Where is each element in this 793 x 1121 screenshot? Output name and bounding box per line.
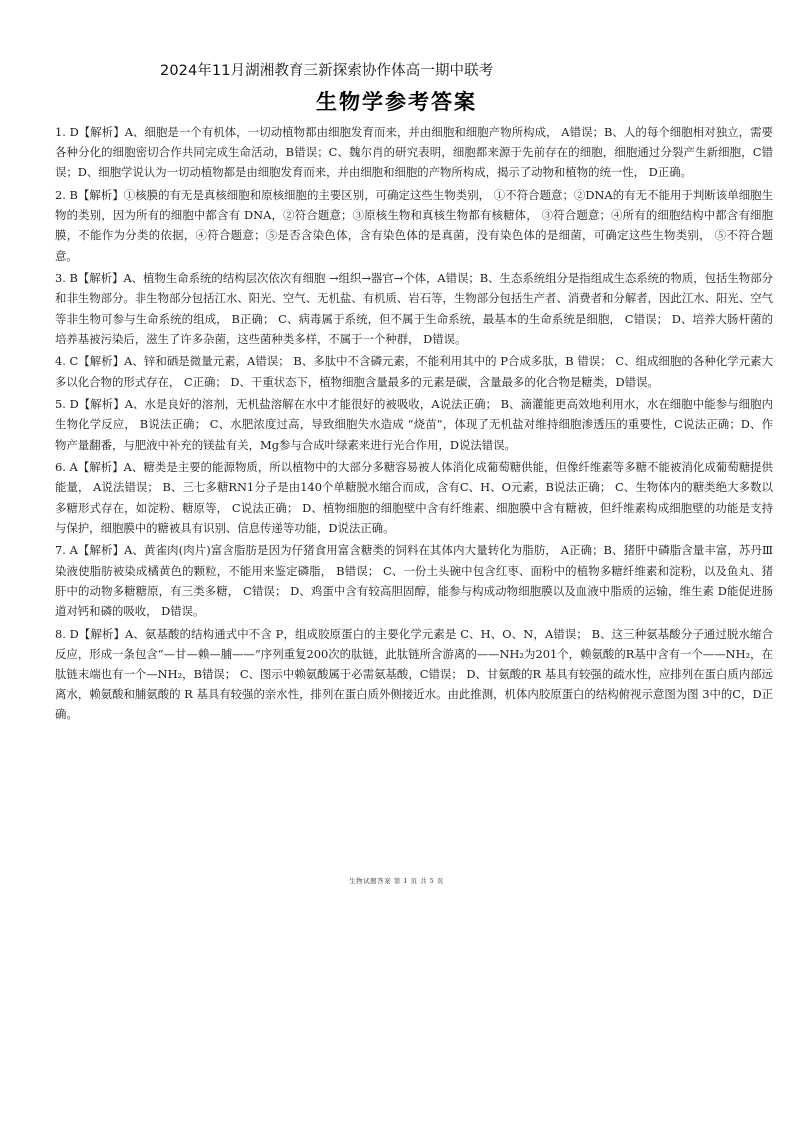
page-footer: 生物试题答案 第 1 页 共 5 页 (349, 877, 444, 885)
answer-item-1: 1. D【解析】A、细胞是一个有机体，一切动植物都由细胞发育而来，并由细胞和细胞产物所构成， A错误；B、人的每个细胞相对独立，需要各种分化的细胞密切合作共同完成生命活动，B错误；C、魏尔肖的研究表明，细胞都来源于先前存在的细胞，细胞通过分裂产生新细胞，C错误；D、细胞学说认为一切动植物都是由细胞发育而来，并由细胞和细胞的产物所构成，揭示了动物和植物的统一性， D正确。 (55, 125, 773, 180)
answer-item-7: 7. A【解析】A、黄雀肉(肉片)富含脂肪是因为仔猪食用富含糖类的饲料在其体内大量转化为脂肪， A正确；B、猪肝中磷脂含量丰富，苏丹Ⅲ染液使脂肪被染成橘黄色的颗粒，不能用来鉴定磷脂， B错误； C、一份土头碗中包含红枣、面粉中的植物多糖纤维素和淀粉，以及鱼丸、猪肝中的动物多糖糖原，有三类多糖， C错误； D、鸡蛋中含有较高胆固醇，能参与构成动物细胞膜以及血液中脂质的运输，维生素 D能促进肠道对钙和磷的吸收， D错误。 (55, 543, 773, 619)
page-title: 生物学参考答案 (316, 90, 477, 114)
answer-item-5: 5. D【解析】A、水是良好的溶剂，无机盐溶解在水中才能很好的被吸收，A说法正确； B、滴灌能更高效地利用水，水在细胞中能参与细胞内生物化学反应， B说法正确； C、水肥浓度过高，导致细胞失水造成 “烧苗”，体现了无机盐对维持细胞渗透压的重要性，C说法正确；D、作物产量翻番，与肥液中补充的镁盐有关，Mg参与合成叶绿素来进行光合作用，D说法错误。 (55, 397, 773, 452)
answer-item-8: 8. D【解析】A、氨基酸的结构通式中不含 P，组成胶原蛋白的主要化学元素是 C、H、O、N，A错误； B、这三种氨基酸分子通过脱水缩合反应，形成一条包含“—甘—赖—脯——”序列重复200次的肽链，此肽链所含游离的——NH₂为201个，赖氨酸的R基中含有一个——NH₂，在肽链末端也有一个—NH₂，B错误； C、图示中赖氨酸属于必需氨基酸，C错误； D、甘氨酸的R 基具有较强的疏水性，应排列在蛋白质内部远离水，赖氨酸和脯氨酸的 R 基具有较强的亲水性，排列在蛋白质外侧接近水。由此推测，机体内胶原蛋白的结构俯视示意图为图 3中的C，D正确。 (55, 626, 773, 722)
answer-item-4: 4. C【解析】A、锌和硒是微量元素，A错误； B、多肽中不含磷元素，不能利用其中的 P合成多肽，B 错误； C、组成细胞的各种化学元素大多以化合物的形式存在， C正确； D、干重状态下，植物细胞含量最多的元素是碳，含量最多的化合物是糖类，D错误。 (55, 354, 773, 389)
answer-item-6: 6. A【解析】A、糖类是主要的能源物质，所以植物中的大部分多糖容易被人体消化成葡萄糖供能，但像纤维素等多糖不能被消化成葡萄糖提供能量， A说法错误； B、三七多糖RN1分子是由140个单糖脱水缩合而成，含有C、H、O元素，B说法正确； C、生物体内的糖类绝大多数以多糖形式存在，如淀粉、糖原等， C说法正确； D、植物细胞的细胞壁中含有纤维素、细胞膜中含有糖被，但纤维素构成细胞壁的功能是支持与保护，细胞膜中的糖被具有识别、信息传递等功能，D说法正确。 (55, 460, 773, 535)
answer-item-2: 2. B【解析】①核膜的有无是真核细胞和原核细胞的主要区别，可确定这些生物类别， ①不符合题意；②DNA的有无不能用于判断该单细胞生物的类别，因为所有的细胞中都含有 DNA，②符合题意；③原核生物和真核生物都有核糖体， ③符合题意；④所有的细胞结构中都含有细胞膜，不能作为分类的依据，④符合题意；⑤是否含染色体，含有染色体的是真菌，没有染色体的是细菌，可确定这些生物类别， ⑤不符合题意。 (55, 188, 773, 263)
answer-item-3: 3. B【解析】A、植物生命系统的结构层次依次有细胞 →组织→器官→个体，A错误；B、生态系统组分是指组成生态系统的物质，包括生物部分和非生物部分。非生物部分包括江水、阳光、空气、无机盐、有机质、岩石等，生物部分包括生产者、消费者和分解者，因此江水、阳光、空气等非生物可参与生命系统的组成， B正确； C、病毒属于系统，但不属于生命系统，最基本的生命系统是细胞， C错误； D、培养大肠杆菌的培养基被污染后，滋生了许多杂菌，这些菌种类多样，不属于一个种群， D错误。 (55, 271, 773, 346)
exam-header: 2024年11月湖湘教育三新探索协作体高一期中联考 (160, 63, 494, 79)
answer-list (55, 122, 773, 727)
